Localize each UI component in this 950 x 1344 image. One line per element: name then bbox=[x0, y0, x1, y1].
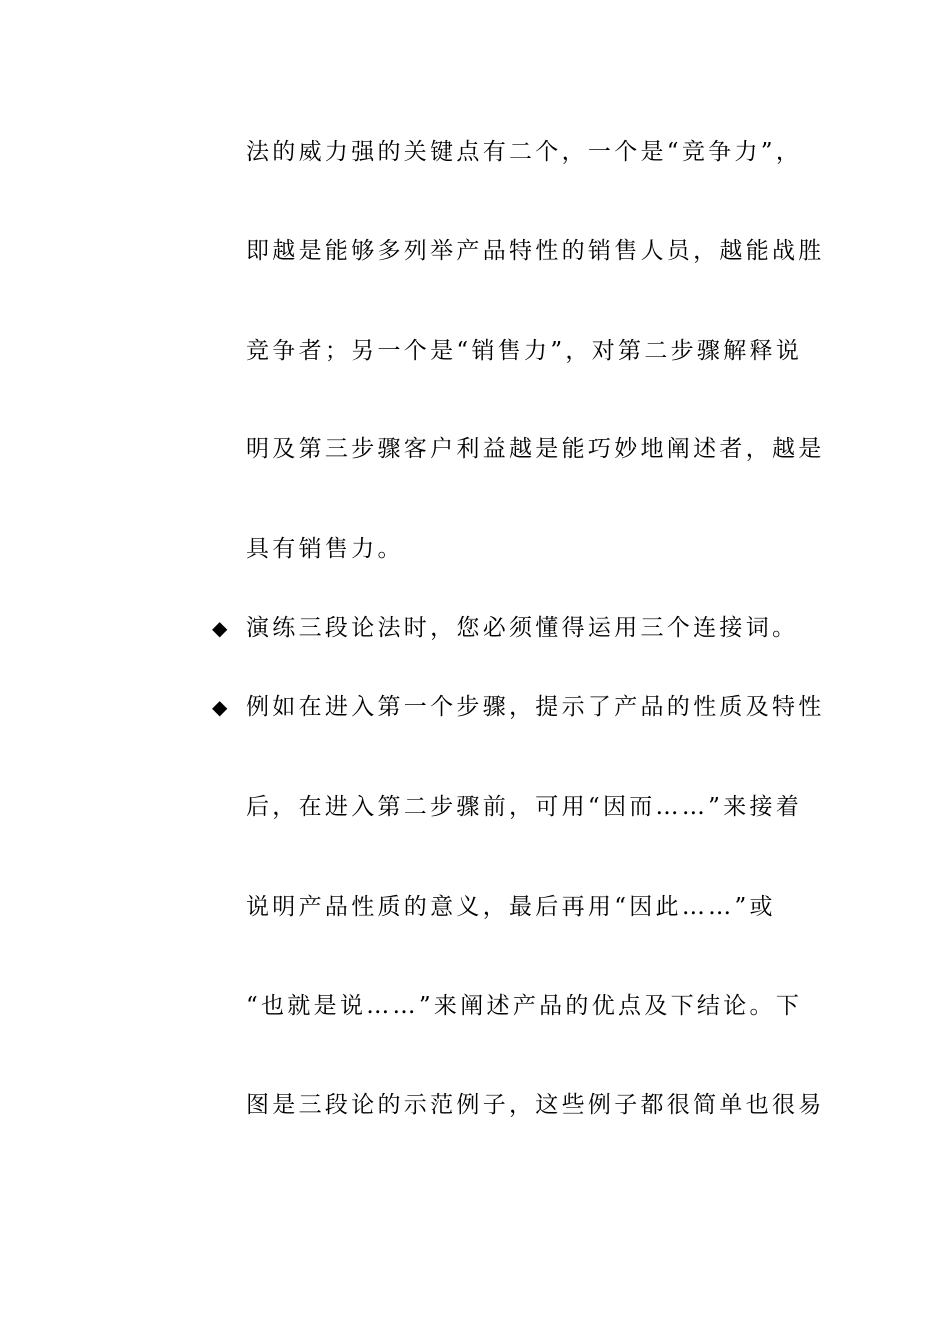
paragraph-line: 具有销售力。 bbox=[246, 536, 404, 562]
bullet-line: 图是三段论的示范例子，这些例子都很简单也很易 bbox=[246, 1092, 825, 1118]
bullet-line: “也就是说……”来阐述产品的优点及下结论。下 bbox=[246, 993, 803, 1019]
bullet-line: 说明产品性质的意义，最后再用“因此……”或 bbox=[246, 894, 776, 920]
diamond-bullet-icon: ◆ bbox=[212, 616, 228, 640]
bullet-line: 演练三段论法时，您必须懂得运用三个连接词。 bbox=[246, 615, 799, 641]
bullet-line: 例如在进入第一个步骤，提示了产品的性质及特性 bbox=[246, 694, 825, 720]
paragraph-line: 即越是能够多列举产品特性的销售人员，越能战胜 bbox=[246, 238, 825, 264]
paragraph-line: 竞争者；另一个是“销售力”，对第二步骤解释说 bbox=[246, 338, 803, 364]
paragraph-line: 明及第三步骤客户利益越是能巧妙地阐述者，越是 bbox=[246, 436, 825, 462]
diamond-bullet-icon: ◆ bbox=[212, 695, 228, 719]
paragraph-line: 法的威力强的关键点有二个，一个是“竞争力”， bbox=[246, 139, 803, 165]
bullet-line: 后，在进入第二步骤前，可用“因而……”来接着 bbox=[246, 794, 803, 820]
